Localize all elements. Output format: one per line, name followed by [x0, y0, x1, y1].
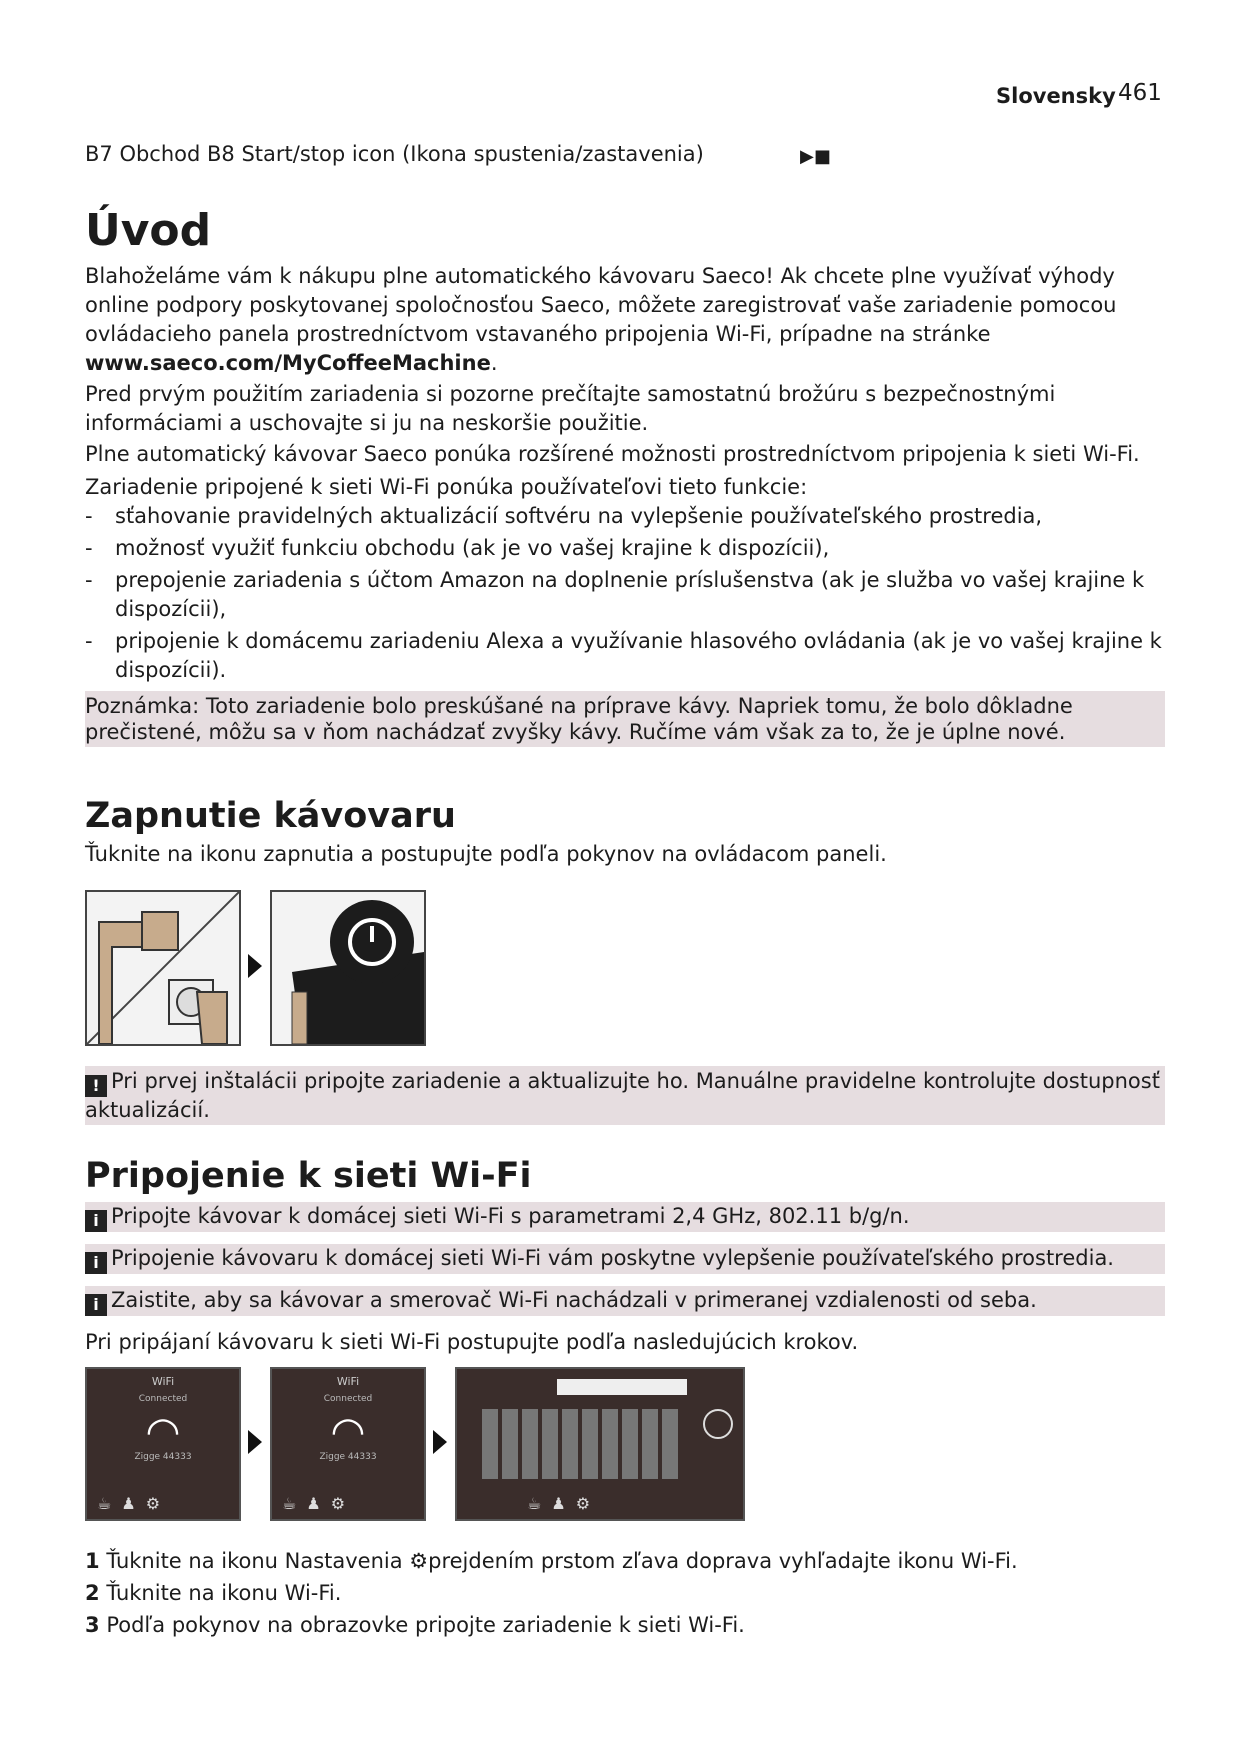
warning-icon: ! — [85, 1075, 107, 1097]
wifi-title: Pripojenie k sieti Wi-Fi — [85, 1156, 532, 1196]
info-icon: i — [85, 1294, 107, 1316]
power-button-illustration — [270, 890, 426, 1046]
note-box: Poznámka: Toto zariadenie bolo preskúšané na príprave kávy. Napriek tomu, že bolo dôkladne prečistené, môžu sa v ňom nachádzať zvyšky kávy. Ručíme vám však za to, že je úplne nové. — [85, 691, 1165, 747]
legend-line: B7 Obchod B8 Start/stop icon (Ikona spustenia/zastavenia) — [85, 142, 704, 166]
intro-para3: Plne automatický kávovar Saeco ponúka rozšírené možnosti prostredníctvom pripojenia k sieti Wi-Fi. — [85, 442, 1140, 466]
wifi-section — [85, 1156, 1165, 1357]
intro-para2: Pred prvým použitím zariadenia si pozorne prečítajte samostatnú brožúru s bezpečnostnými informáciami a uschovajte si ju na neskoršie použitie. — [85, 382, 1056, 435]
list-item: - sťahovanie pravidelných aktualizácií softvéru na vylepšenie používateľského prostredia, — [85, 502, 1165, 531]
page-number: 461 — [1118, 80, 1162, 106]
gear-icon: ⚙ — [409, 1549, 429, 1573]
power-text: Ťuknite na ikonu zapnutia a postupujte podľa pokynov na ovládacom paneli. — [85, 842, 887, 866]
list-item: - prepojenie zariadenia s účtom Amazon na doplnenie príslušenstva (ak je služba vo vašej krajine k dispozícii), — [85, 566, 1165, 624]
power-section — [85, 796, 1165, 869]
arrow-right-icon — [248, 1430, 262, 1454]
info-icon: i — [85, 1252, 107, 1274]
intro-section — [85, 205, 1165, 747]
keyboard-screen: ☕♟⚙ — [455, 1367, 745, 1521]
wifi-screen-1: WiFi Connected ◠ Zigge 44333 ☕♟⚙ — [85, 1367, 241, 1521]
arrow-right-icon — [248, 954, 262, 978]
intro-para1: Blahoželáme vám k nákupu plne automatického kávovaru Saeco! Ak chcete plne využívať výhody online podpory poskytovanej spoločnosťou Saeco, môžete zaregistrovať vaše zariadenie pomocou ovládacieho panela prostredníctvom vstavaného pripojenia Wi-Fi, prípadne na stránke www.saeco.com/MyCoffeeMachine. — [85, 264, 1117, 375]
intro-title: Úvod — [85, 205, 212, 256]
info-note-3: i Zaistite, aby sa kávovar a smerovač Wi-Fi nachádzali v primeranej vzdialenosti od seba. — [85, 1286, 1165, 1316]
step-3: 3 Podľa pokynov na obrazovke pripojte zariadenie k sieti Wi-Fi. — [85, 1613, 745, 1637]
intro-para4: Zariadenie pripojené k sieti Wi-Fi ponúka používateľovi tieto funkcie: — [85, 475, 808, 499]
language-label: Slovensky — [996, 84, 1116, 108]
wifi-intro: Pri pripájaní kávovaru k sieti Wi-Fi postupujte podľa nasledujúcich krokov. — [85, 1330, 859, 1354]
step-2: 2 Ťuknite na ikonu Wi-Fi. — [85, 1581, 342, 1605]
arrow-right-icon — [433, 1430, 447, 1454]
power-title: Zapnutie kávovaru — [85, 796, 456, 836]
feature-list — [85, 502, 1165, 685]
wifi-icon: ◠ — [330, 1409, 366, 1455]
start-stop-icon: ▶■ — [800, 146, 831, 167]
info-note-2: i Pripojenie kávovaru k domácej sieti Wi-Fi vám poskytne vylepšenie používateľského prostredia. — [85, 1244, 1165, 1274]
website-link[interactable]: www.saeco.com/MyCoffeeMachine — [85, 351, 491, 375]
warning-section — [85, 1066, 1165, 1125]
warning-box: ! Pri prvej inštalácii pripojte zariadenie a aktualizujte ho. Manuálne pravidelne kontrolujte dostupnosť aktualizácií. — [85, 1066, 1165, 1125]
step-1: 1 Ťuknite na ikonu Nastavenia ⚙prejdením prstom zľava doprava vyhľadajte ikonu Wi-Fi. — [85, 1549, 1018, 1573]
info-icon: i — [85, 1210, 107, 1232]
info-note-1: i Pripojte kávovar k domácej sieti Wi-Fi s parametrami 2,4 GHz, 802.11 b/g/n. — [85, 1202, 1165, 1232]
plug-illustration — [85, 890, 241, 1046]
steps-list — [85, 1545, 1165, 1641]
list-item: - možnosť využiť funkciu obchodu (ak je vo vašej krajine k dispozícii), — [85, 534, 1165, 563]
wifi-icon: ◠ — [145, 1409, 181, 1455]
wifi-screen-2: WiFi Connected ◠ Zigge 44333 ☕♟⚙ — [270, 1367, 426, 1521]
list-item: - pripojenie k domácemu zariadeniu Alexa a využívanie hlasového ovládania (ak je vo vašej krajine k dispozícii). — [85, 627, 1165, 685]
